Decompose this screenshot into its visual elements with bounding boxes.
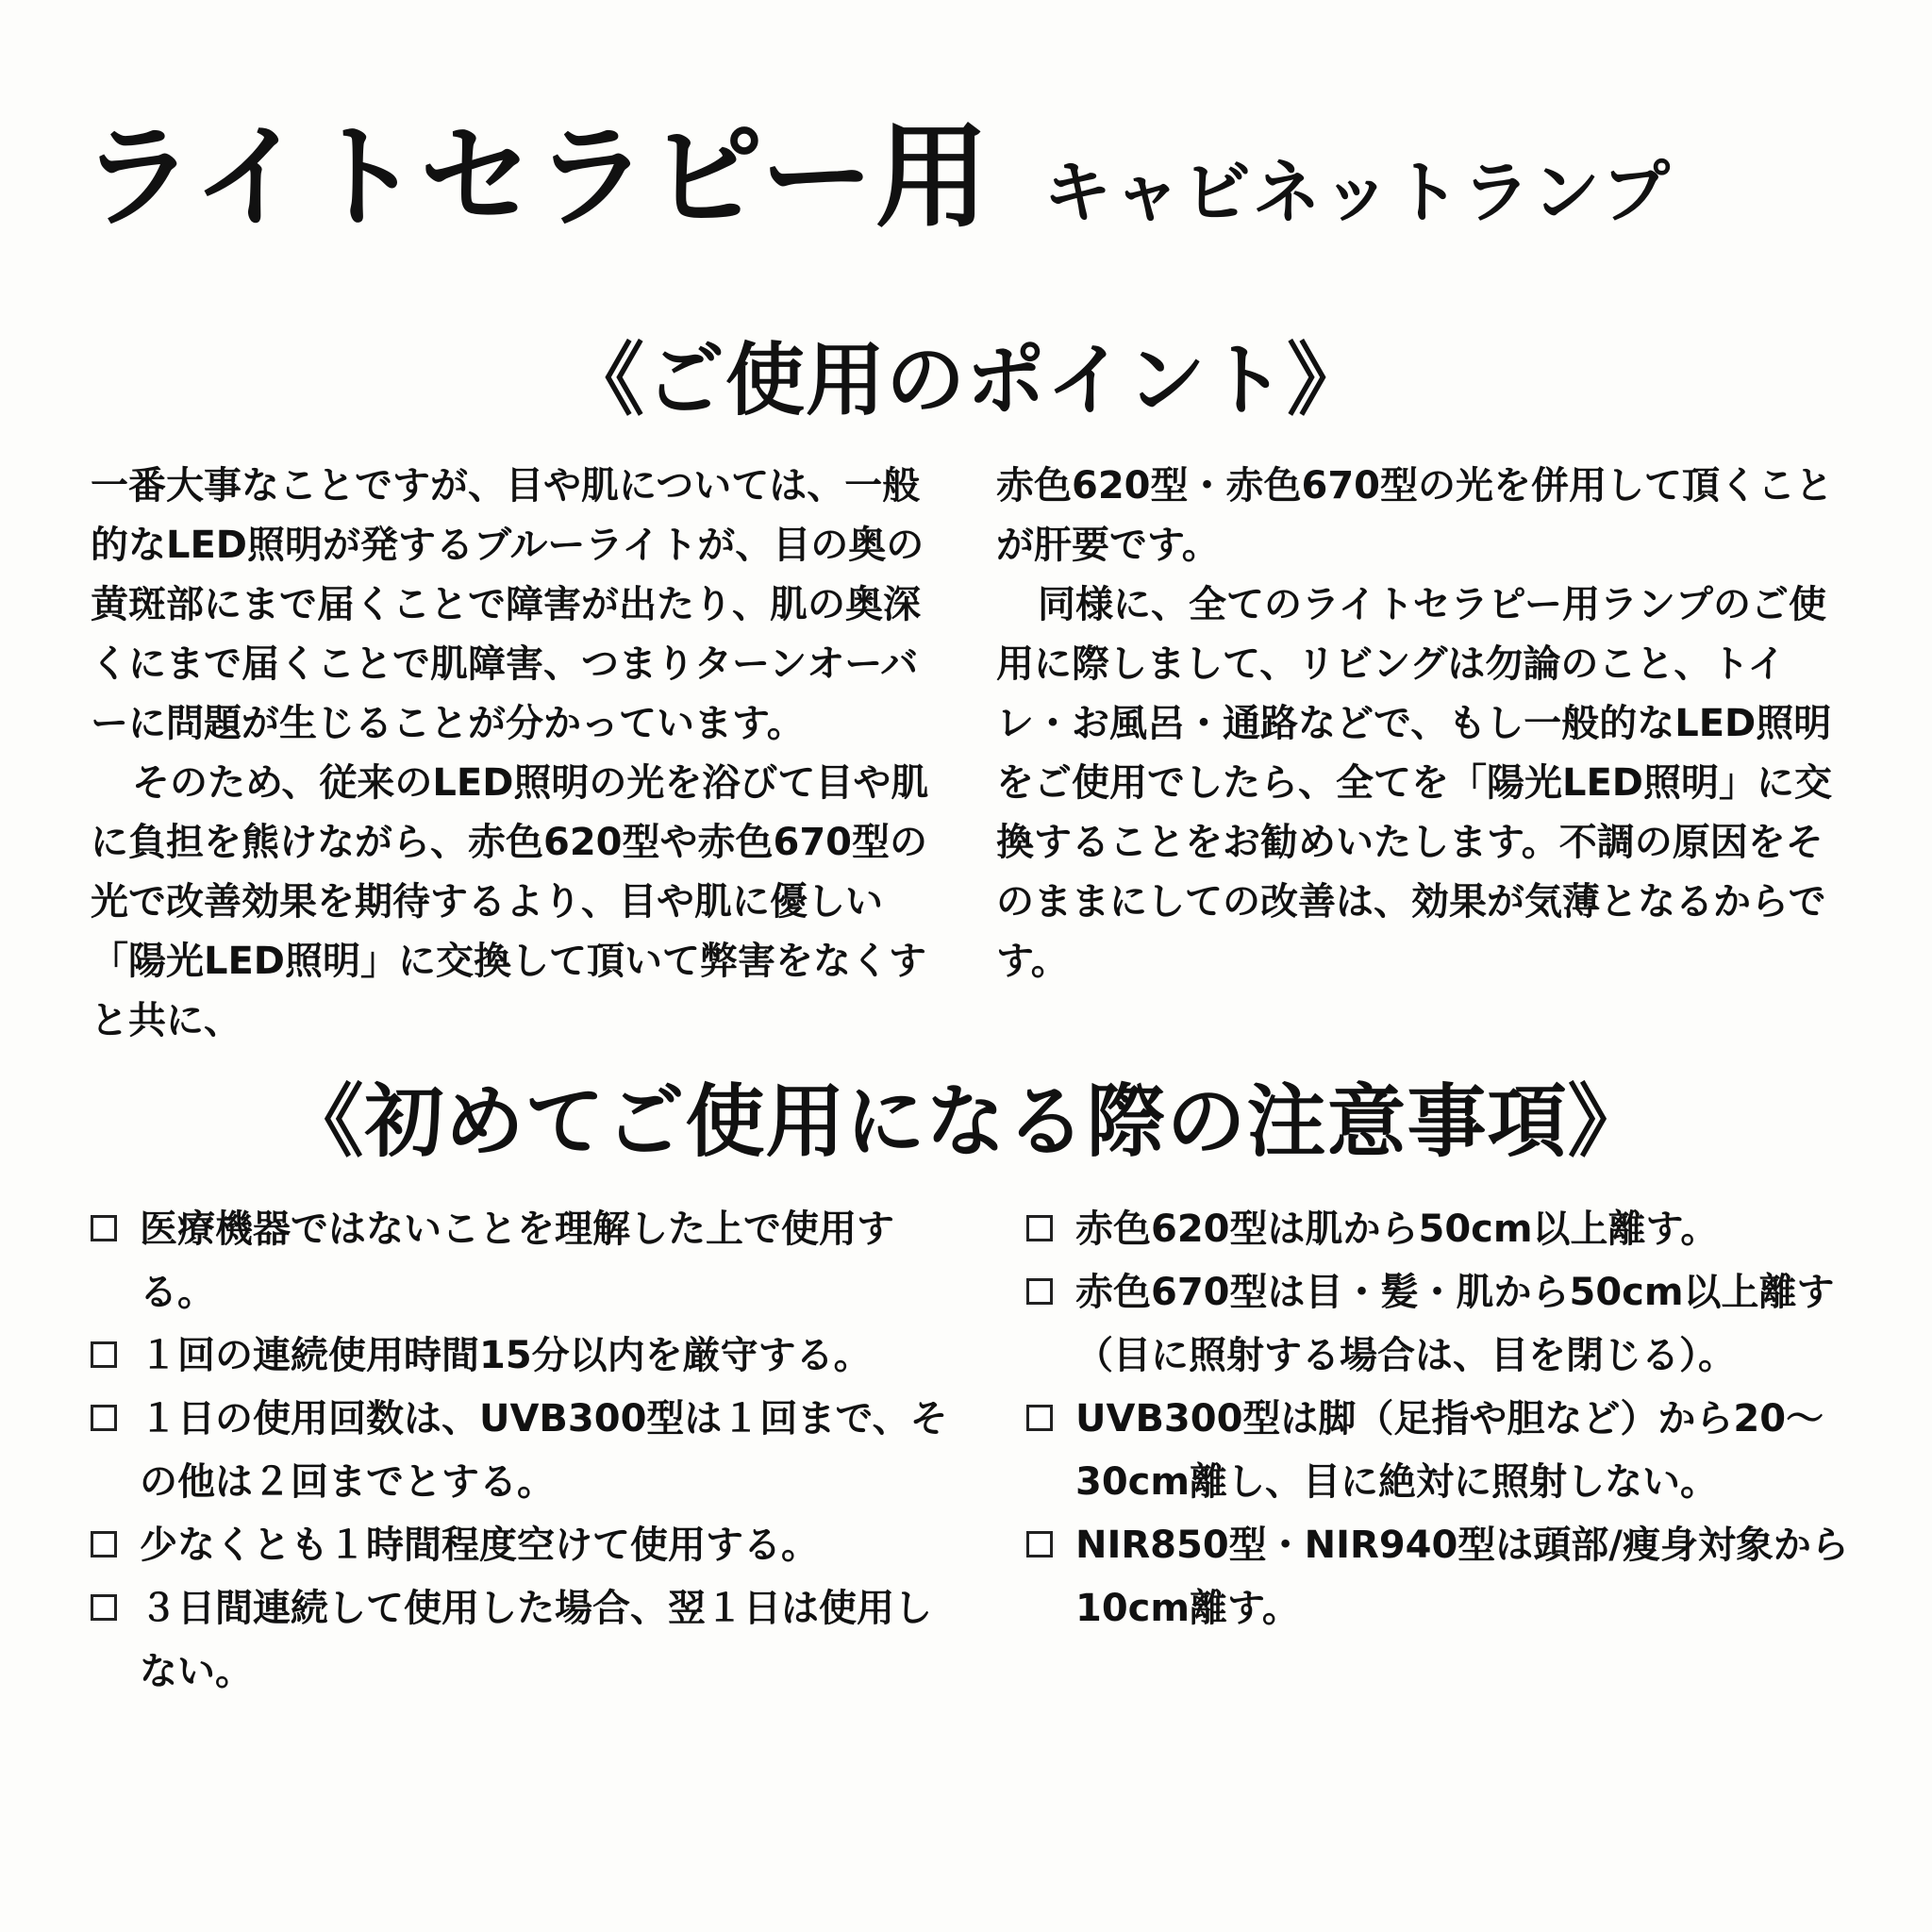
usage-points-right-column — [996, 457, 1845, 991]
checklist-item — [1026, 1198, 1875, 1261]
usage-points-left-column — [91, 457, 940, 1051]
checklist-item-text: ３日間連続して使用した場合、翌１日は使用しない。 — [140, 1587, 932, 1693]
usage-points-heading: 《ご使用のポイント》 — [564, 334, 1367, 426]
checklist-item — [1026, 1261, 1875, 1388]
checklist-item — [1026, 1388, 1875, 1514]
checklist-item-text: NIR850型・NIR940型は頭部/痩身対象から10cm離す。 — [1075, 1524, 1849, 1630]
checkbox-icon[interactable] — [91, 1594, 117, 1621]
paragraph: そのため、従来のLED照明の光を浴びて目や肌に負担を熊けながら、赤色620型や赤色670型の光で改善効果を期待するより、目や肌に優しい「陽光LED照明」に交換して頂いて弊害をなくすと共に、 — [91, 761, 929, 1042]
cautions-checklist-left — [91, 1198, 968, 1704]
checklist-item-text: 少なくとも１時間程度空けて使用する。 — [140, 1524, 819, 1567]
checklist-item — [91, 1388, 968, 1514]
checkbox-icon[interactable] — [1026, 1405, 1053, 1431]
checklist-item-text: UVB300型は脚（足指や胆など）から20〜30cm離し、目に絶対に照射しない。 — [1075, 1397, 1824, 1504]
checklist-item — [91, 1514, 968, 1577]
cautions-checklist-right — [1026, 1198, 1875, 1641]
checklist-item — [91, 1577, 968, 1704]
checkbox-icon[interactable] — [91, 1531, 117, 1557]
checkbox-icon[interactable] — [91, 1215, 117, 1241]
checklist-item-text: 医療機器ではないことを理解した上で使用する。 — [140, 1208, 894, 1314]
checklist-item-text: １回の連続使用時間15分以内を厳守する。 — [140, 1334, 872, 1377]
checklist-item-text: 赤色620型は肌から50cm以上離す。 — [1075, 1208, 1719, 1251]
paragraph: 赤色620型・赤色670型の光を併用して頂くことが肝要です。 — [996, 464, 1833, 567]
first-use-cautions-heading: 《初めてご使用になる際の注意事項》 — [284, 1075, 1648, 1168]
paragraph: 同様に、全てのライトセラピー用ランプのご使用に際しまして、リビングは勿論のこと、トイレ・お風呂・通路などで、もし一般的なLED照明をご使用でしたら、全てを「陽光LED照明」に交換することをお勧めいたします。不調の原因をそのままにしての改善は、効果が気薄となるからです。 — [996, 583, 1833, 983]
checklist-item-text: 赤色670型は目・髪・肌から50cm以上離す（目に照射する場合は、目を閉じる）。 — [1075, 1271, 1835, 1377]
checkbox-icon[interactable] — [1026, 1278, 1053, 1305]
checklist-item — [91, 1198, 968, 1324]
title-sub: キャビネットランプ — [1043, 153, 1673, 232]
checklist-item — [91, 1324, 968, 1388]
title-main: ライトセラピー用 — [81, 112, 991, 243]
checkbox-icon[interactable] — [91, 1341, 117, 1368]
checklist-item — [1026, 1514, 1875, 1641]
page-title — [81, 87, 1874, 249]
checkbox-icon[interactable] — [1026, 1531, 1053, 1557]
paragraph: 一番大事なことですが、目や肌については、一般的なLED照明が発するブルーライトが、目の奥の黄斑部にまで届くことで障害が出たり、肌の奥深くにまで届くことで肌障害、つまりターンオーバーに問題が生じることが分かっています。 — [91, 464, 924, 745]
checklist-item-text: １日の使用回数は、UVB300型は１回まで、その他は２回までとする。 — [140, 1397, 948, 1504]
checkbox-icon[interactable] — [91, 1405, 117, 1431]
checkbox-icon[interactable] — [1026, 1215, 1053, 1241]
